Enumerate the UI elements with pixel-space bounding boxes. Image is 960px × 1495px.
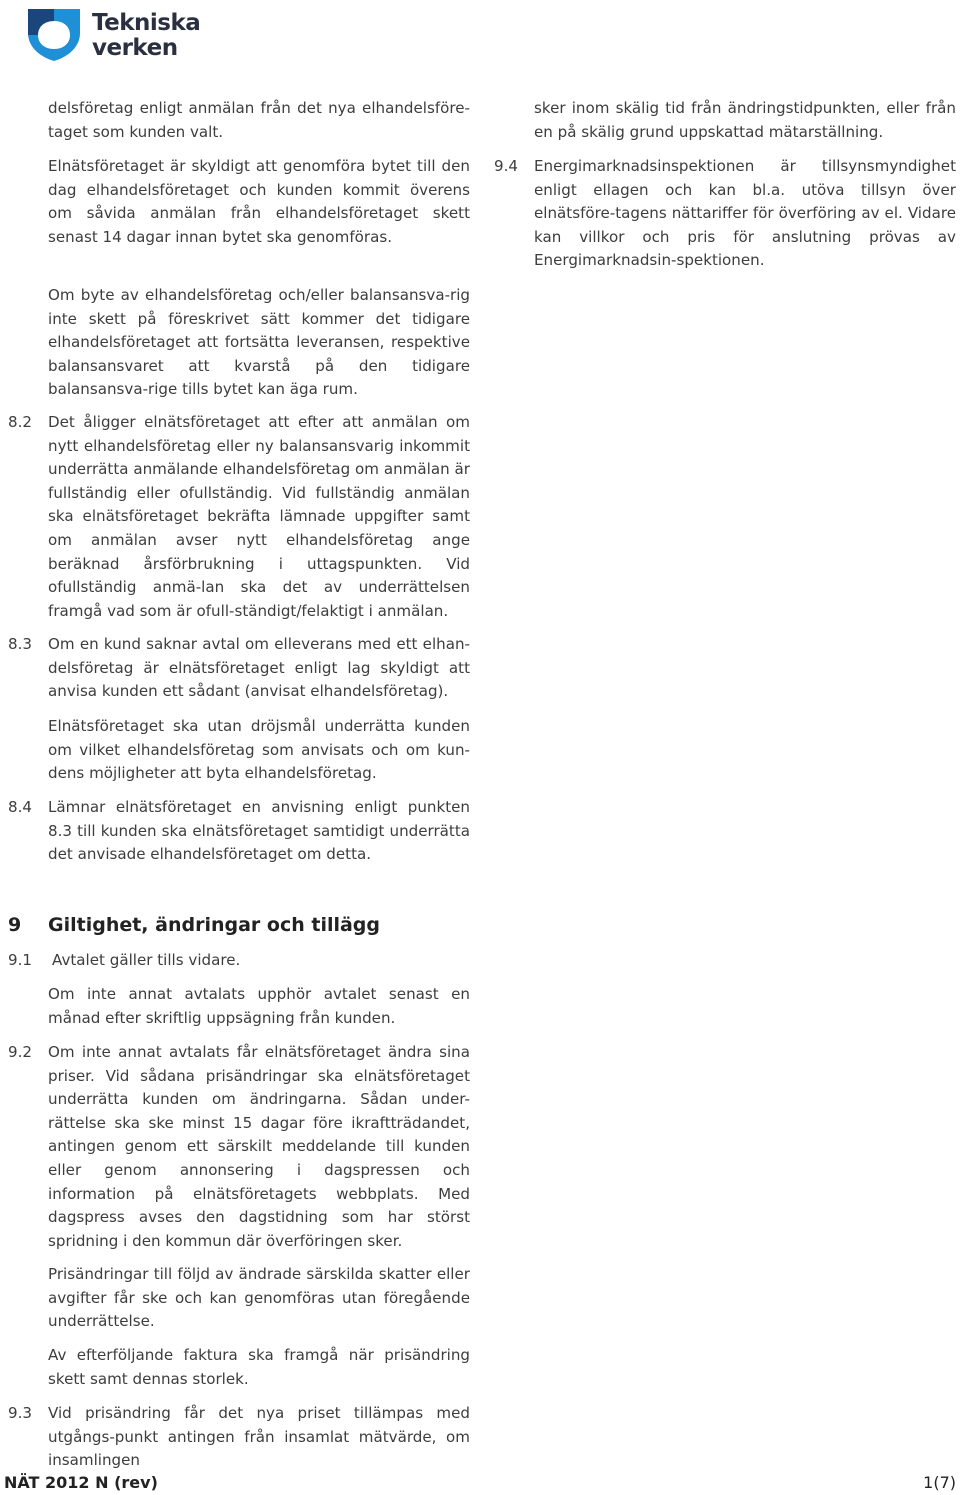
section-9-1-text: Avtalet gäller tills vidare. bbox=[52, 951, 241, 969]
section-8-3-para-2 bbox=[8, 715, 470, 786]
section-9-title: Giltighet, ändringar och tillägg bbox=[48, 914, 381, 936]
section-8-4 bbox=[8, 796, 470, 867]
section-9-2-para-2 bbox=[8, 1263, 470, 1334]
section-9-2-para-3 bbox=[8, 1344, 470, 1391]
left-paragraph-3: Om byte av elhandelsföretag och/eller balansansva-rig inte skett på föreskrivet sätt kommer det tidigare elhandelsföretaget att fortsätta leveransen, respektive balansansvaret att kvarstå på den tidigare balansansva-rige tills bytet kan äga rum. bbox=[48, 286, 470, 399]
left-column bbox=[8, 97, 470, 144]
section-8-2-text: Det åligger elnätsföretaget att efter att anmälan om nytt elhandelsföretag eller ny balansansvarig inkommit underrätta anmälande elhandelsföretag om anmälan är fullständig eller ofullständig. Vid fullständig anmälan ska elnätsföretaget bekräfta lämnade uppgifter samt om anmälan avser nytt elhandelsföretag ange beräknad årsförbrukning i uttagspunkten. Vid ofullständig anmä-lan ska det av underrättelsen framgå vad som är ofull-ständigt/felaktigt i anmälan. bbox=[48, 413, 470, 620]
section-8-4-text: Lämnar elnätsföretaget en anvisning enligt punkten 8.3 till kunden ska elnätsföretaget samtidigt underrätta det anvisade elhandelsföretaget om detta. bbox=[48, 798, 470, 864]
section-9-4 bbox=[494, 155, 956, 273]
section-9-3-text: Vid prisändring får det nya priset tillämpas med utgångs-punkt antingen från insamlat mätvärde, om insamlingen bbox=[48, 1404, 470, 1470]
left-block-2 bbox=[8, 155, 470, 249]
section-8-2 bbox=[8, 411, 470, 623]
section-9-3 bbox=[8, 1402, 470, 1473]
left-paragraph-2: Elnätsföretaget är skyldigt att genomföra bytet till den dag elhandelsföretaget och kunden kommit överens om såvida anmälan från elhandelsföretaget skett senast 14 dagar innan bytet ska genomföras. bbox=[48, 157, 470, 246]
section-8-3-paragraph-2: Elnätsföretaget ska utan dröjsmål underrätta kunden om vilket elhandelsföretag som anvisats och om kun-dens möjligheter att byta elhandelsföretag. bbox=[48, 717, 470, 783]
section-9-1-para-2 bbox=[8, 983, 470, 1030]
section-9-2-paragraph-3: Av efterföljande faktura ska framgå när prisändring skett samt dennas storlek. bbox=[48, 1346, 470, 1388]
tekniska-verken-logo bbox=[22, 5, 222, 61]
logo-text-line1: Tekniska bbox=[92, 10, 201, 36]
section-number-8-3: 8.3 bbox=[8, 635, 33, 653]
section-number-9-2: 9.2 bbox=[8, 1043, 33, 1061]
section-9-heading bbox=[8, 912, 488, 938]
logo-mark-icon bbox=[22, 5, 86, 61]
page-number: 1(7) bbox=[923, 1473, 956, 1492]
section-9-1 bbox=[8, 949, 470, 973]
right-column bbox=[494, 97, 956, 144]
section-9-4-text: Energimarknadsinspektionen är tillsynsmyndighet enligt ellagen och kan bl.a. utöva tillsyn över elnätsföre-tagens nättariffer för överföring av el. Vidare kan villkor och pris för anslutning prövas av Energimarknadsin-spektionen. bbox=[534, 157, 956, 270]
section-9-number: 9 bbox=[8, 914, 22, 936]
section-9-2-text: Om inte annat avtalats får elnätsföretaget ändra sina priser. Vid sådana prisändringar ska elnätsföretaget underrätta kunden om ändringarna. Sådan under-rättelse ska ske minst 15 dagar före ikraftträdandet, antingen genom ett särskilt meddelande till kunden eller genom annonsering i dagspressen och information på elnätsföretagets webbplats. Med dagspress avses den dagstidning som har störst spridning i den kommun där överföringen sker. bbox=[48, 1043, 470, 1250]
section-number-8-4: 8.4 bbox=[8, 798, 33, 816]
document-id: NÄT 2012 N (rev) bbox=[4, 1473, 158, 1492]
section-number-8-2: 8.2 bbox=[8, 413, 33, 431]
logo-text-line2: verken bbox=[92, 35, 178, 61]
right-paragraph-1: sker inom skälig tid från ändringstidpunkten, eller från en på skälig grund uppskattad mätarställning. bbox=[534, 99, 956, 141]
section-number-9-3: 9.3 bbox=[8, 1404, 33, 1422]
section-number-9-4: 9.4 bbox=[494, 157, 519, 175]
section-number-9-1: 9.1 bbox=[8, 951, 33, 969]
section-9-2 bbox=[8, 1041, 470, 1253]
section-8-3 bbox=[8, 633, 470, 704]
left-block-3 bbox=[8, 284, 470, 402]
section-9-1-paragraph-2: Om inte annat avtalats upphör avtalet senast en månad efter skriftlig uppsägning från kunden. bbox=[48, 985, 470, 1027]
section-8-3-text: Om en kund saknar avtal om elleverans med ett elhan-delsföretag är elnätsföretaget enligt lag skyldigt att anvisa kunden ett sådant (anvisat elhandelsföretag). bbox=[48, 635, 470, 701]
section-9-2-paragraph-2: Prisändringar till följd av ändrade särskilda skatter eller avgifter får ske och kan genomföras utan föregående underrättelse. bbox=[48, 1265, 470, 1331]
left-paragraph-1: delsföretag enligt anmälan från det nya elhandelsföre-taget som kunden valt. bbox=[48, 99, 470, 141]
